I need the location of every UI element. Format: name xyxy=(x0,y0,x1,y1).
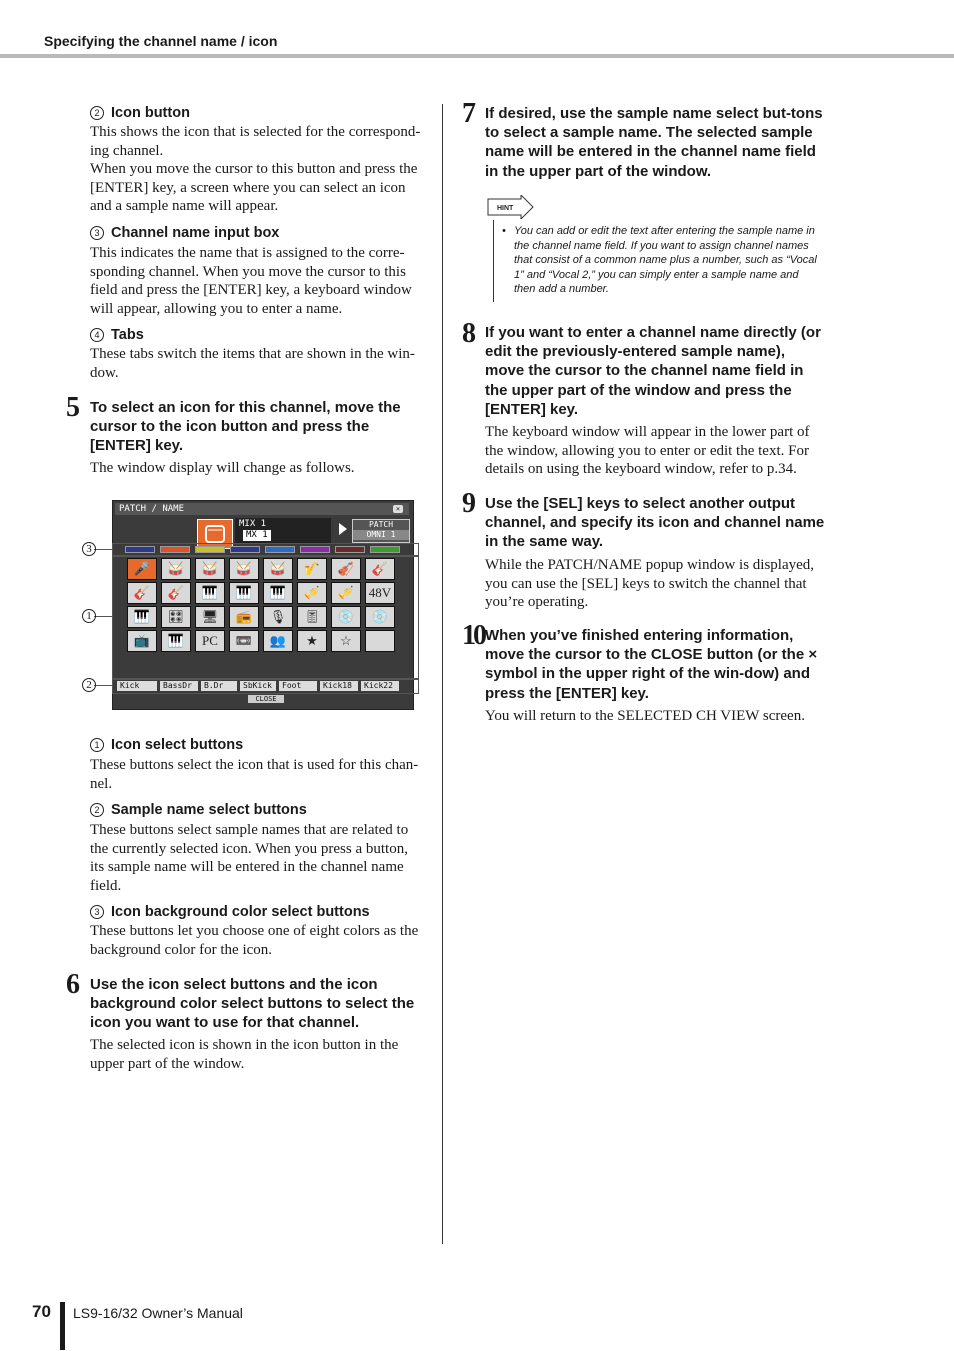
item2-body: This shows the icon that is selected for the correspond-ing channel. When you move the cursor to this button and press the [ENTER] key, a screen where you can select an icon and a sample name will appear. xyxy=(90,124,421,215)
step6-heading: Use the icon select buttons and the icon background color select buttons to select the icon you want to use for that channel. xyxy=(90,976,415,1032)
step9-body: While the PATCH/NAME popup window is displayed, you can use the [SEL] keys to switch the channel that you’re operating. xyxy=(485,557,815,611)
legend1-heading xyxy=(90,737,243,753)
legend3-heading xyxy=(90,904,370,920)
callout-label-2: 2 xyxy=(82,678,96,692)
icon-select-button[interactable]: 🎺 xyxy=(331,582,361,604)
sample-name-button[interactable]: Kick22 xyxy=(361,681,399,691)
icon-select-button[interactable]: 🥁 xyxy=(263,558,293,580)
hint-body xyxy=(504,224,819,297)
icon-select-button[interactable]: 🎹 xyxy=(195,582,225,604)
hint-tag-label: HINT xyxy=(497,205,514,212)
icon-select-button[interactable]: 🎹 xyxy=(127,606,157,628)
callout-line-samples xyxy=(94,685,112,686)
icon-select-button[interactable]: 🎷 xyxy=(297,558,327,580)
hint-bullet: • xyxy=(502,225,506,237)
sample-name-button[interactable]: SbKick xyxy=(240,681,276,691)
window-title: PATCH / NAME xyxy=(119,504,185,514)
channel-name-input-box[interactable] xyxy=(235,518,331,544)
icon-select-button[interactable]: 🎤 xyxy=(127,558,157,580)
step10-body: You will return to the SELECTED CH VIEW screen. xyxy=(485,708,805,724)
item3-heading-text: Channel name input box xyxy=(111,225,280,241)
callout-label-3: 3 xyxy=(82,542,96,556)
patch-button[interactable] xyxy=(352,519,410,543)
step9-number: 9 xyxy=(462,488,476,519)
icon-select-button[interactable]: 🥁 xyxy=(195,558,225,580)
icon-select-button[interactable]: PC xyxy=(195,630,225,652)
icon-select-button[interactable]: 🎺 xyxy=(297,582,327,604)
icon-select-button[interactable]: 💿 xyxy=(365,606,395,628)
item4-heading xyxy=(90,327,144,343)
icon-select-button[interactable]: 🎙 xyxy=(263,606,293,628)
step8-number: 8 xyxy=(462,318,476,349)
sample-name-button[interactable]: Kick xyxy=(117,681,157,691)
item3-body: This indicates the name that is assigned to the corre-sponding channel. When you move the cursor to this field and press the [ENTER] key, a keyboard window will appear, allowing you to enter a name. xyxy=(90,245,412,317)
icon-select-button[interactable]: 🎚 xyxy=(297,606,327,628)
icon-select-button[interactable]: 📼 xyxy=(229,630,259,652)
legend2-heading xyxy=(90,802,307,818)
icon-select-button[interactable]: 🎸 xyxy=(365,558,395,580)
icon-select-button[interactable]: 🎹 xyxy=(263,582,293,604)
circled-number: 1 xyxy=(90,738,104,752)
legend1-body: These buttons select the icon that is used for this chan-nel. xyxy=(90,757,419,792)
hint-rule xyxy=(493,220,494,302)
hint-tag-icon xyxy=(487,195,535,219)
callout-line-tabs xyxy=(94,549,112,550)
sample-name-button[interactable]: Kick18 xyxy=(320,681,358,691)
icon-select-button[interactable]: ★ xyxy=(297,630,327,652)
step10-number: 10 xyxy=(462,620,484,651)
item2-heading-text: Icon button xyxy=(111,105,190,121)
page-number: 70 xyxy=(32,1302,51,1321)
patch-label: PATCH xyxy=(368,520,394,529)
step8-heading: If you want to enter a channel name directly (or edit the previously-entered sample name), move the cursor to the channel name field in the upper part of the window and press the [ENTER] key. xyxy=(485,324,821,418)
step7-number: 7 xyxy=(462,98,476,129)
header-rule xyxy=(0,54,954,58)
callout-box-samples xyxy=(112,678,419,694)
icon-select-button[interactable]: 🥁 xyxy=(229,558,259,580)
hint-text: You can add or edit the text after entering the sample name in the channel name field. If you want to assign channel names that consist of a common name plus a number, such as “Vocal 1” and “Vocal 2,” you can simply enter a sample name and then add a number. xyxy=(514,225,817,296)
callout-line-icons xyxy=(94,616,112,617)
step5-heading: To select an icon for this channel, move the cursor to the icon button and press the [ENTER] key. xyxy=(90,399,401,455)
callout-box-icons xyxy=(112,555,419,680)
step5-body: The window display will change as follows. xyxy=(90,460,355,476)
step10-heading: When you’ve finished entering information, move the cursor to the CLOSE button (or the × symbol in the upper right of the win-dow) and press the [ENTER] key. xyxy=(485,627,818,702)
item4-heading-text: Tabs xyxy=(111,327,144,343)
legend3-heading-text: Icon background color select buttons xyxy=(111,904,370,920)
icon-select-button[interactable]: 🎹 xyxy=(229,582,259,604)
circled-number: 4 xyxy=(90,328,104,342)
icon-select-button[interactable]: 📻 xyxy=(229,606,259,628)
circled-number: 2 xyxy=(90,106,104,120)
icon-select-button[interactable]: 💿 xyxy=(331,606,361,628)
manual-title: LS9-16/32 Owner’s Manual xyxy=(73,1305,243,1321)
footer-bar xyxy=(60,1302,65,1350)
step8-body: The keyboard window will appear in the lower part of the window, allowing you to enter or edit the text. For details on using the keyboard window, refer to p.34. xyxy=(485,424,810,478)
page-header-title: Specifying the channel name / icon xyxy=(44,33,278,49)
step9-heading: Use the [SEL] keys to select another output channel, and specify its icon and channel name in the same way. xyxy=(485,495,825,551)
icon-select-button[interactable]: 🎻 xyxy=(331,558,361,580)
play-arrow-icon xyxy=(339,523,347,535)
channel-name-value[interactable]: MX 1 xyxy=(243,530,271,541)
step6-body: The selected icon is shown in the icon button in the upper part of the window. xyxy=(90,1037,399,1072)
icon-select-button[interactable]: 👥 xyxy=(263,630,293,652)
window-close-x[interactable]: × xyxy=(393,505,403,513)
step7-heading: If desired, use the sample name select but-tons to select a sample name. The selected sample name will be entered in the channel name field in the upper part of the window. xyxy=(485,105,823,180)
icon-select-button[interactable]: ☆ xyxy=(331,630,361,652)
item3-heading xyxy=(90,225,279,241)
sample-name-button[interactable]: B.Dr xyxy=(201,681,237,691)
column-divider xyxy=(442,104,443,1244)
step6-number: 6 xyxy=(66,969,80,1000)
icon-select-button[interactable]: 🎸 xyxy=(127,582,157,604)
window-titlebar xyxy=(115,503,409,515)
close-button[interactable]: CLOSE xyxy=(248,695,284,703)
icon-select-button[interactable]: 🖥 xyxy=(195,606,225,628)
item4-body: These tabs switch the items that are shown in the win-dow. xyxy=(90,346,415,381)
item2-heading xyxy=(90,105,190,121)
legend3-body: These buttons let you choose one of eight colors as the background color for the icon. xyxy=(90,923,419,958)
circled-number: 3 xyxy=(90,226,104,240)
legend2-heading-text: Sample name select buttons xyxy=(111,802,307,818)
circled-number: 2 xyxy=(90,803,104,817)
icon-select-button[interactable]: 🎹 xyxy=(161,630,191,652)
callout-label-1: 1 xyxy=(82,609,96,623)
icon-select-button[interactable]: 📺 xyxy=(127,630,157,652)
patch-value: OMNI 1 xyxy=(353,530,409,540)
legend2-body: These buttons select sample names that are related to the currently selected icon. When you press a button, its sample name will be entered in the channel name field. xyxy=(90,822,409,894)
icon-select-button[interactable]: 🎸 xyxy=(161,582,191,604)
sample-name-button[interactable]: Foot xyxy=(279,681,317,691)
icon-select-button[interactable]: 🥁 xyxy=(161,558,191,580)
icon-select-button[interactable]: 🎛 xyxy=(161,606,191,628)
sample-name-button[interactable]: BassDr xyxy=(160,681,198,691)
legend1-heading-text: Icon select buttons xyxy=(111,737,244,753)
step5-number: 5 xyxy=(66,392,80,423)
channel-label: MIX 1 xyxy=(239,519,267,529)
icon-select-button[interactable]: 48V xyxy=(365,582,395,604)
circled-number: 3 xyxy=(90,905,104,919)
